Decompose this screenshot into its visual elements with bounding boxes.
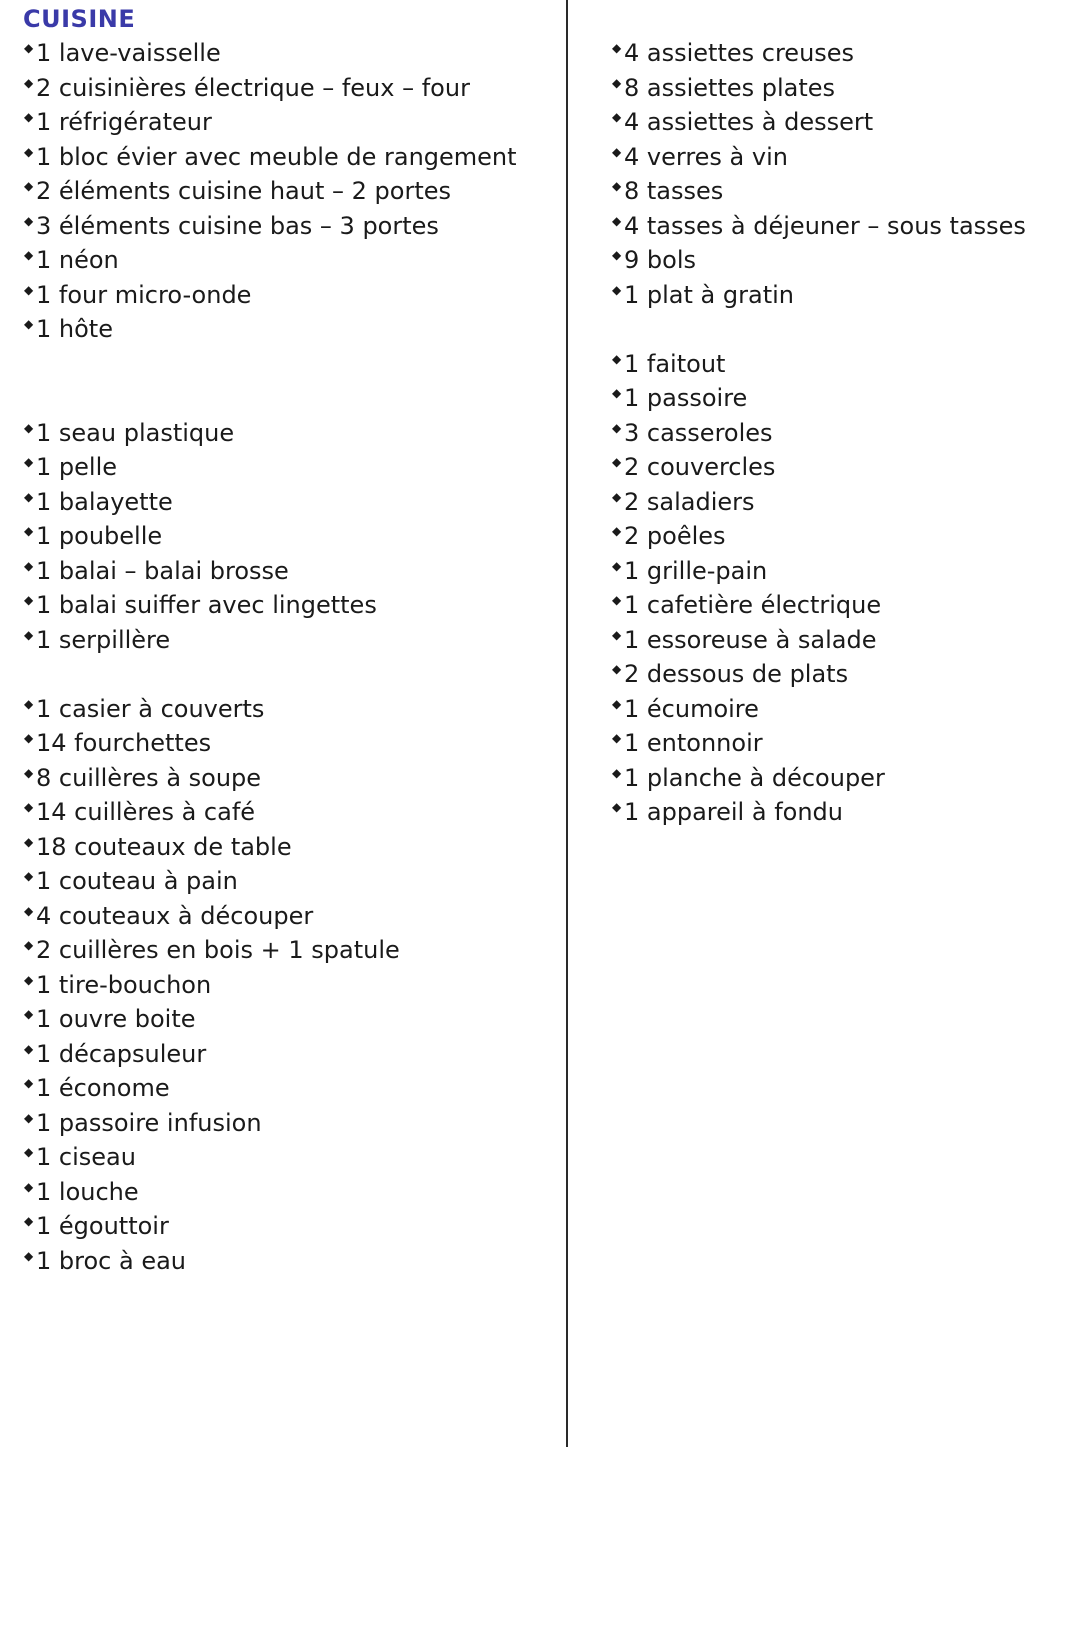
list-item [24, 519, 517, 554]
list-item-label: 1 poubelle [36, 522, 163, 550]
diamond-bullet-icon: ◆ [24, 248, 34, 263]
list-item [24, 1106, 517, 1141]
list-item [24, 1140, 517, 1175]
diamond-bullet-icon: ◆ [612, 386, 622, 401]
diamond-bullet-icon: ◆ [24, 1007, 34, 1022]
list-item-label: 1 couteau à pain [36, 867, 238, 895]
list-item-label: 1 faitout [624, 349, 726, 378]
list-item [24, 623, 517, 658]
list-item [24, 105, 517, 140]
diamond-bullet-icon: ◆ [24, 1076, 34, 1091]
list-item [612, 588, 1026, 623]
list-item [612, 347, 1026, 382]
list-item-label: 3 casseroles [624, 418, 773, 447]
list-item-label: 14 cuillères à café [36, 798, 256, 826]
list-item [612, 209, 1026, 244]
diamond-bullet-icon: ◆ [24, 1179, 34, 1194]
list-item-label: 2 saladiers [624, 487, 755, 516]
list-item [24, 416, 517, 451]
list-item [612, 71, 1026, 106]
diamond-bullet-icon: ◆ [24, 179, 34, 194]
diamond-bullet-icon: ◆ [612, 800, 622, 815]
list-item-label: 2 couvercles [624, 453, 776, 481]
list-item [24, 278, 517, 313]
list-item-label: 1 passoire infusion [36, 1108, 262, 1137]
list-item-label: 2 éléments cuisine haut – 2 portes [36, 177, 452, 205]
list-item-label: 1 ciseau [36, 1143, 136, 1171]
list-item [24, 1037, 517, 1072]
diamond-bullet-icon: ◆ [612, 213, 622, 228]
diamond-bullet-icon: ◆ [612, 593, 622, 608]
list-item [24, 692, 517, 727]
list-item [612, 485, 1026, 520]
list-item-label: 4 assiettes creuses [624, 39, 855, 67]
list-item [24, 864, 517, 899]
list-item [24, 795, 517, 830]
diamond-bullet-icon: ◆ [612, 282, 622, 297]
diamond-bullet-icon: ◆ [612, 455, 622, 470]
list-item-label: 1 réfrigérateur [36, 108, 212, 136]
list-item-label: 4 verres à vin [624, 142, 788, 171]
list-item-label: 1 grille-pain [624, 556, 768, 585]
list-item [24, 485, 517, 520]
list-item [612, 795, 1026, 830]
diamond-bullet-icon: ◆ [24, 731, 34, 746]
list-item [24, 1071, 517, 1106]
diamond-bullet-icon: ◆ [612, 144, 622, 159]
list-item-label: 1 serpillère [36, 625, 171, 654]
list-item [612, 243, 1026, 278]
list-item-label: 1 essoreuse à salade [624, 625, 877, 654]
page-title: CUISINE [23, 5, 136, 33]
diamond-bullet-icon: ◆ [24, 282, 34, 297]
list-item-label: 1 passoire [624, 384, 748, 412]
diamond-bullet-icon: ◆ [612, 351, 622, 366]
diamond-bullet-icon: ◆ [24, 1248, 34, 1263]
list-item [24, 1175, 517, 1210]
diamond-bullet-icon: ◆ [24, 41, 34, 56]
section-gap [24, 347, 517, 416]
list-item [24, 1002, 517, 1037]
list-item [24, 243, 517, 278]
list-item [612, 36, 1026, 71]
diamond-bullet-icon: ◆ [24, 317, 34, 332]
diamond-bullet-icon: ◆ [24, 834, 34, 849]
list-item-label: 1 seau plastique [36, 418, 235, 447]
diamond-bullet-icon: ◆ [24, 972, 34, 987]
left-column-list [24, 36, 517, 1278]
list-item-label: 1 décapsuleur [36, 1039, 207, 1068]
list-item-label: 8 cuillères à soupe [36, 763, 262, 792]
diamond-bullet-icon: ◆ [24, 1214, 34, 1229]
list-item [24, 899, 517, 934]
right-column-list [612, 36, 1026, 830]
list-item-label: 1 pelle [36, 453, 117, 481]
list-item [24, 140, 517, 175]
list-item-label: 1 casier à couverts [36, 694, 265, 723]
diamond-bullet-icon: ◆ [24, 593, 34, 608]
list-item [24, 968, 517, 1003]
list-item [612, 140, 1026, 175]
list-item-label: 1 bloc évier avec meuble de rangement [36, 142, 517, 171]
list-item-label: 1 balai suiffer avec lingettes [36, 591, 377, 619]
diamond-bullet-icon: ◆ [24, 110, 34, 125]
list-item-label: 1 balayette [36, 487, 173, 516]
diamond-bullet-icon: ◆ [24, 144, 34, 159]
list-item-label: 1 hôte [36, 315, 113, 343]
diamond-bullet-icon: ◆ [24, 765, 34, 780]
list-item [612, 416, 1026, 451]
list-item-label: 4 couteaux à découper [36, 901, 314, 930]
list-item [612, 519, 1026, 554]
list-item-label: 1 cafetière électrique [624, 591, 882, 619]
list-item-label: 1 four micro-onde [36, 280, 252, 309]
list-item-label: 1 lave-vaisselle [36, 39, 221, 67]
list-item-label: 9 bols [624, 246, 696, 274]
diamond-bullet-icon: ◆ [612, 731, 622, 746]
list-item-label: 14 fourchettes [36, 729, 212, 757]
list-item-label: 1 plat à gratin [624, 280, 794, 309]
diamond-bullet-icon: ◆ [612, 558, 622, 573]
diamond-bullet-icon: ◆ [24, 938, 34, 953]
list-item-label: 1 égouttoir [36, 1212, 169, 1240]
list-item-label: 1 ouvre boite [36, 1005, 196, 1033]
diamond-bullet-icon: ◆ [24, 1041, 34, 1056]
diamond-bullet-icon: ◆ [24, 75, 34, 90]
list-item [612, 278, 1026, 313]
diamond-bullet-icon: ◆ [24, 558, 34, 573]
list-item [24, 174, 517, 209]
list-item [612, 761, 1026, 796]
list-item-label: 1 louche [36, 1177, 139, 1206]
list-item [24, 554, 517, 589]
diamond-bullet-icon: ◆ [612, 420, 622, 435]
diamond-bullet-icon: ◆ [612, 524, 622, 539]
list-item [24, 761, 517, 796]
diamond-bullet-icon: ◆ [24, 489, 34, 504]
diamond-bullet-icon: ◆ [24, 213, 34, 228]
list-item-label: 1 planche à découper [624, 763, 885, 792]
list-item [24, 726, 517, 761]
list-item [24, 1209, 517, 1244]
list-item [24, 830, 517, 865]
list-item [612, 174, 1026, 209]
diamond-bullet-icon: ◆ [612, 248, 622, 263]
list-item-label: 1 appareil à fondu [624, 798, 843, 826]
diamond-bullet-icon: ◆ [612, 765, 622, 780]
list-item [612, 726, 1026, 761]
list-item [24, 312, 517, 347]
list-item-label: 2 cuillères en bois + 1 spatule [36, 936, 400, 964]
section-gap [24, 657, 517, 692]
list-item [24, 209, 517, 244]
list-item-label: 2 poêles [624, 522, 726, 550]
list-item-label: 4 tasses à déjeuner – sous tasses [624, 211, 1026, 240]
list-item-label: 1 tire-bouchon [36, 970, 212, 999]
list-item-label: 1 broc à eau [36, 1246, 186, 1275]
list-item-label: 3 éléments cuisine bas – 3 portes [36, 211, 439, 240]
column-divider [566, 0, 568, 1447]
list-item-label: 2 dessous de plats [624, 660, 849, 688]
diamond-bullet-icon: ◆ [24, 420, 34, 435]
list-item-label: 1 balai – balai brosse [36, 556, 289, 585]
list-item-label: 8 assiettes plates [624, 73, 836, 102]
list-item [24, 588, 517, 623]
list-item-label: 2 cuisinières électrique – feux – four [36, 73, 470, 102]
diamond-bullet-icon: ◆ [24, 696, 34, 711]
list-item [612, 105, 1026, 140]
list-item-label: 18 couteaux de table [36, 832, 292, 861]
list-item [24, 71, 517, 106]
list-item [612, 692, 1026, 727]
diamond-bullet-icon: ◆ [24, 1110, 34, 1125]
diamond-bullet-icon: ◆ [612, 489, 622, 504]
diamond-bullet-icon: ◆ [24, 800, 34, 815]
diamond-bullet-icon: ◆ [24, 524, 34, 539]
list-item-label: 1 néon [36, 246, 119, 274]
diamond-bullet-icon: ◆ [24, 1145, 34, 1160]
list-item [612, 657, 1026, 692]
list-item [24, 450, 517, 485]
diamond-bullet-icon: ◆ [24, 627, 34, 642]
list-item [612, 554, 1026, 589]
list-item [24, 1244, 517, 1279]
diamond-bullet-icon: ◆ [612, 41, 622, 56]
section-gap [612, 312, 1026, 347]
list-item [612, 450, 1026, 485]
list-item [24, 36, 517, 71]
list-item-label: 1 entonnoir [624, 729, 763, 757]
list-item [612, 381, 1026, 416]
diamond-bullet-icon: ◆ [612, 110, 622, 125]
diamond-bullet-icon: ◆ [24, 869, 34, 884]
diamond-bullet-icon: ◆ [612, 627, 622, 642]
list-item-label: 1 écumoire [624, 694, 759, 723]
list-item-label: 1 économe [36, 1074, 170, 1102]
diamond-bullet-icon: ◆ [612, 75, 622, 90]
list-item [24, 933, 517, 968]
list-item-label: 8 tasses [624, 177, 724, 205]
diamond-bullet-icon: ◆ [612, 662, 622, 677]
diamond-bullet-icon: ◆ [24, 903, 34, 918]
diamond-bullet-icon: ◆ [612, 696, 622, 711]
list-item-label: 4 assiettes à dessert [624, 108, 874, 136]
diamond-bullet-icon: ◆ [24, 455, 34, 470]
list-item [612, 623, 1026, 658]
diamond-bullet-icon: ◆ [612, 179, 622, 194]
